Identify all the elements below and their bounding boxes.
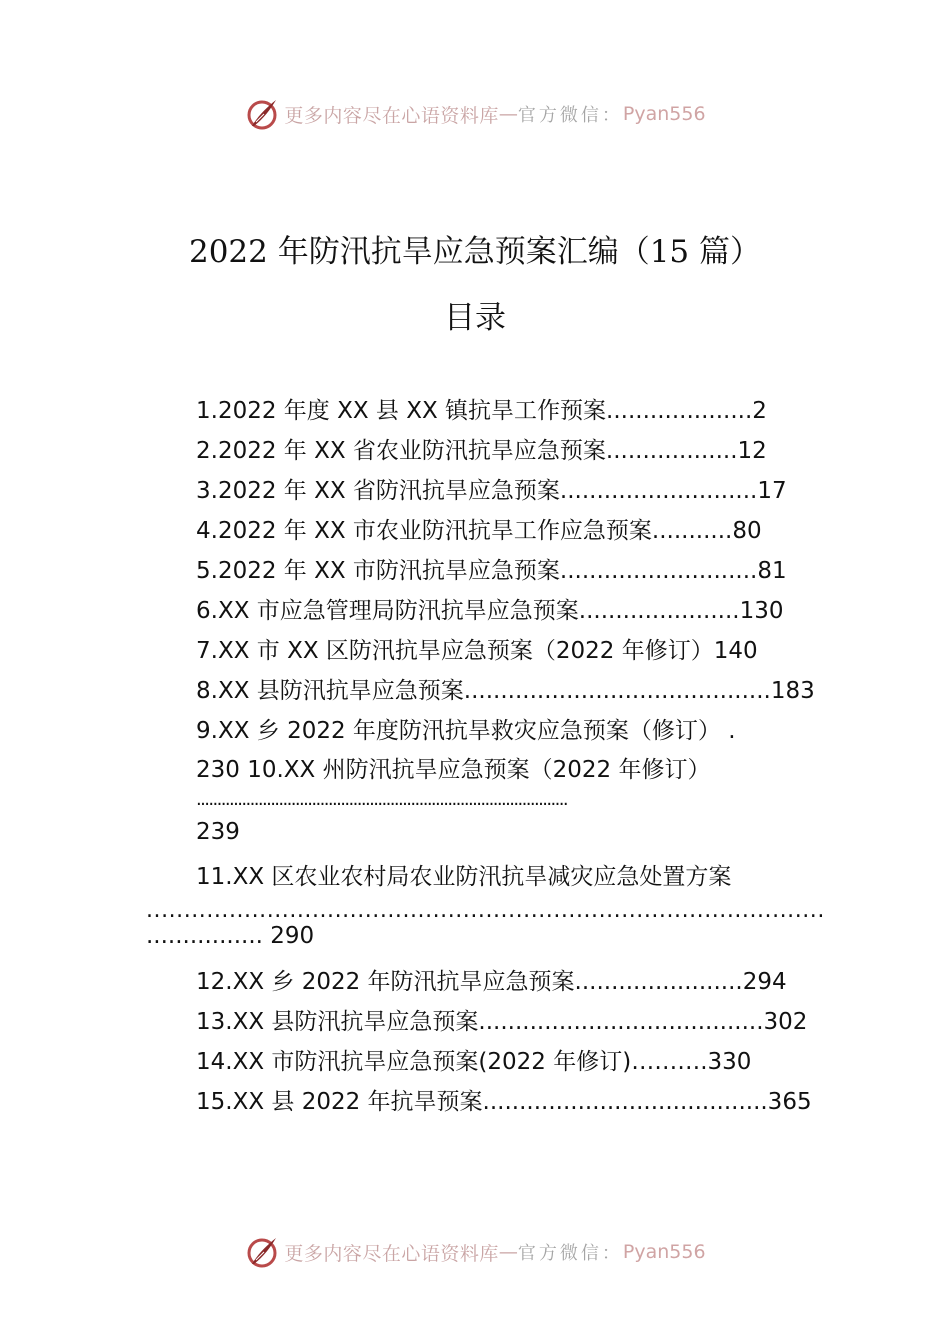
toc-page-290: ................ 290 [146,923,315,949]
toc-line-3: 3.2022 年 XX 省防汛抗旱应急预案...........................17 [196,478,787,504]
toc-line-4: 4.2022 年 XX 市农业防汛抗旱工作应急预案...........80 [196,518,762,544]
watermark-banner-top [0,94,950,134]
toc-line-8: 8.XX 县防汛抗旱应急预案..........................................183 [196,678,815,704]
watermark-dash: — [498,103,518,125]
toc-line-5: 5.2022 年 XX 市防汛抗旱应急预案...........................81 [196,558,787,584]
watermark-wechat: Pyan556 [622,1241,706,1263]
toc-line-9: 9.XX 乡 2022 年度防汛抗旱救灾应急预案（修订） . [196,718,736,744]
toc-heading: 目录 [444,300,506,336]
toc-leader-dots-2: .......................................................................................... [146,898,825,923]
watermark-text: 更多内容尽在心语资料库 [284,1242,499,1265]
toc-line-15: 15.XX 县 2022 年抗旱预案.......................................365 [196,1089,812,1115]
document-title: 2022 年防汛抗旱应急预案汇编（15 篇） [188,234,762,270]
toc-line-7: 7.XX 市 XX 区防汛抗旱应急预案（2022 年修订）140 [196,638,758,664]
toc-line-11: 11.XX 区农业农村局农业防汛抗旱减灾应急处置方案 [196,864,732,890]
watermark-wechat: Pyan556 [622,103,706,125]
toc-leader-dots-1: .......................................................................................... [196,789,567,810]
toc-line-12: 12.XX 乡 2022 年防汛抗旱应急预案.......................294 [196,969,787,995]
watermark-dash: — [498,1241,518,1263]
feather-circle-logo-icon [244,96,280,132]
toc-page-239: 239 [196,819,240,845]
watermark-banner-bottom [0,1232,950,1272]
feather-circle-logo-icon [244,1234,280,1270]
toc-line-2: 2.2022 年 XX 省农业防汛抗旱应急预案..................12 [196,438,767,464]
watermark-label: 官方微信： [517,105,623,126]
toc-line-10: 230 10.XX 州防汛抗旱应急预案（2022 年修订） [196,757,711,783]
toc-line-14: 14.XX 市防汛抗旱应急预案(2022 年修订)……….330 [196,1049,752,1075]
toc-line-13: 13.XX 县防汛抗旱应急预案.......................................302 [196,1009,808,1035]
toc-line-6: 6.XX 市应急管理局防汛抗旱应急预案......................130 [196,598,784,624]
watermark-text: 更多内容尽在心语资料库 [284,104,499,127]
watermark-label: 官方微信： [517,1243,623,1264]
toc-line-1: 1.2022 年度 XX 县 XX 镇抗旱工作预案....................2 [196,398,767,424]
